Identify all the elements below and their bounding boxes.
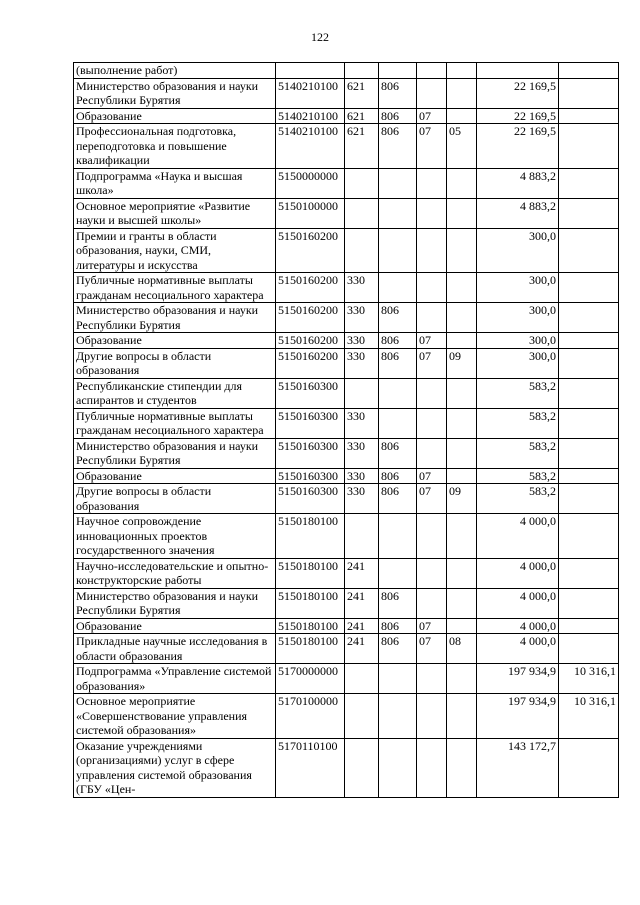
amount-cell: 4 000,0 [477,514,559,559]
subsection-cell [447,63,477,79]
expense-type-cell: 621 [345,78,379,108]
amount-extra-cell [559,228,619,273]
amount-cell: 4 000,0 [477,634,559,664]
table-row [74,303,619,333]
expense-type-cell [345,694,379,739]
table-row [74,694,619,739]
table-row [74,408,619,438]
section-cell: 07 [417,484,447,514]
ministry-code-cell [379,664,417,694]
expense-type-cell: 330 [345,303,379,333]
target-article-cell: 5150180100 [276,514,345,559]
amount-extra-cell [559,618,619,634]
section-cell [417,273,447,303]
item-name-cell: Министерство образования и науки Республики Бурятия [74,78,276,108]
section-cell [417,228,447,273]
ministry-code-cell [379,273,417,303]
ministry-code-cell [379,694,417,739]
table-row [74,168,619,198]
amount-extra-cell [559,468,619,484]
amount-cell: 4 883,2 [477,168,559,198]
section-cell [417,438,447,468]
amount-extra-cell [559,514,619,559]
amount-cell: 583,2 [477,438,559,468]
target-article-cell: 5150160300 [276,468,345,484]
target-article-cell: 5150180100 [276,618,345,634]
amount-extra-cell [559,438,619,468]
subsection-cell [447,618,477,634]
target-article-cell: 5150160200 [276,303,345,333]
amount-extra-cell [559,558,619,588]
table-row [74,514,619,559]
expense-type-cell [345,198,379,228]
section-cell [417,198,447,228]
item-name-cell: Прикладные научные исследования в области образования [74,634,276,664]
subsection-cell: 08 [447,634,477,664]
amount-extra-cell [559,63,619,79]
table-row [74,108,619,124]
expense-type-cell [345,228,379,273]
amount-cell: 4 000,0 [477,618,559,634]
amount-cell: 300,0 [477,303,559,333]
amount-cell: 300,0 [477,228,559,273]
amount-extra-cell [559,484,619,514]
section-cell: 07 [417,468,447,484]
target-article-cell: 5150160200 [276,333,345,349]
item-name-cell: Подпрограмма «Управление системой образования» [74,664,276,694]
target-article-cell: 5140210100 [276,78,345,108]
amount-extra-cell: 10 316,1 [559,664,619,694]
amount-extra-cell [559,348,619,378]
ministry-code-cell: 806 [379,618,417,634]
amount-cell: 197 934,9 [477,664,559,694]
amount-extra-cell [559,378,619,408]
amount-extra-cell [559,168,619,198]
amount-cell: 300,0 [477,273,559,303]
amount-cell: 22 169,5 [477,108,559,124]
ministry-code-cell: 806 [379,78,417,108]
target-article-cell: 5150160300 [276,438,345,468]
target-article-cell: 5150160200 [276,273,345,303]
expense-type-cell: 621 [345,108,379,124]
table-row [74,484,619,514]
ministry-code-cell: 806 [379,468,417,484]
ministry-code-cell [379,63,417,79]
amount-cell: 583,2 [477,408,559,438]
amount-extra-cell [559,108,619,124]
amount-cell: 300,0 [477,333,559,349]
table-row [74,333,619,349]
table-row [74,378,619,408]
subsection-cell [447,738,477,797]
expense-type-cell: 621 [345,124,379,169]
amount-cell: 4 000,0 [477,588,559,618]
target-article-cell: 5150160200 [276,348,345,378]
section-cell: 07 [417,634,447,664]
expense-type-cell: 330 [345,273,379,303]
expense-type-cell: 330 [345,348,379,378]
subsection-cell [447,468,477,484]
item-name-cell: Министерство образования и науки Республики Бурятия [74,303,276,333]
ministry-code-cell: 806 [379,303,417,333]
expense-type-cell: 330 [345,333,379,349]
amount-extra-cell [559,738,619,797]
section-cell: 07 [417,348,447,378]
section-cell: 07 [417,618,447,634]
ministry-code-cell [379,378,417,408]
target-article-cell: 5140210100 [276,108,345,124]
table-row [74,468,619,484]
subsection-cell: 05 [447,124,477,169]
item-name-cell: (выполнение работ) [74,63,276,79]
subsection-cell: 09 [447,348,477,378]
section-cell [417,63,447,79]
table-row [74,664,619,694]
subsection-cell [447,168,477,198]
amount-cell [477,63,559,79]
target-article-cell: 5170100000 [276,694,345,739]
subsection-cell [447,664,477,694]
item-name-cell: Другие вопросы в области образования [74,348,276,378]
target-article-cell: 5150180100 [276,558,345,588]
item-name-cell: Основное мероприятие «Совершенствование управления системой образования» [74,694,276,739]
table-row [74,438,619,468]
table-row [74,273,619,303]
ministry-code-cell: 806 [379,634,417,664]
ministry-code-cell [379,408,417,438]
subsection-cell [447,694,477,739]
section-cell: 07 [417,124,447,169]
expense-type-cell: 330 [345,438,379,468]
amount-cell: 583,2 [477,468,559,484]
section-cell [417,664,447,694]
item-name-cell: Профессиональная подготовка, переподготовка и повышение квалификации [74,124,276,169]
expense-type-cell: 241 [345,634,379,664]
amount-extra-cell [559,124,619,169]
table-row [74,588,619,618]
expense-type-cell [345,168,379,198]
amount-cell: 4 883,2 [477,198,559,228]
subsection-cell [447,408,477,438]
amount-extra-cell [559,588,619,618]
amount-extra-cell [559,408,619,438]
section-cell [417,408,447,438]
expense-type-cell: 241 [345,558,379,588]
subsection-cell [447,108,477,124]
subsection-cell [447,514,477,559]
target-article-cell: 5150160300 [276,408,345,438]
ministry-code-cell [379,738,417,797]
table-row [74,738,619,797]
expense-type-cell [345,738,379,797]
amount-cell: 22 169,5 [477,124,559,169]
target-article-cell: 5150000000 [276,168,345,198]
section-cell [417,168,447,198]
ministry-code-cell: 806 [379,348,417,378]
ministry-code-cell: 806 [379,108,417,124]
amount-extra-cell [559,333,619,349]
section-cell [417,738,447,797]
item-name-cell: Основное мероприятие «Развитие науки и высшей школы» [74,198,276,228]
item-name-cell: Образование [74,333,276,349]
amount-extra-cell [559,78,619,108]
section-cell [417,514,447,559]
item-name-cell: Министерство образования и науки Республики Бурятия [74,588,276,618]
expense-type-cell [345,514,379,559]
target-article-cell: 5170000000 [276,664,345,694]
amount-cell: 583,2 [477,484,559,514]
table-row [74,618,619,634]
ministry-code-cell [379,514,417,559]
table-row [74,124,619,169]
section-cell [417,378,447,408]
item-name-cell: Другие вопросы в области образования [74,484,276,514]
subsection-cell [447,558,477,588]
subsection-cell [447,438,477,468]
item-name-cell: Научно-исследовательские и опытно-конструкторские работы [74,558,276,588]
amount-extra-cell [559,198,619,228]
target-article-cell: 5140210100 [276,124,345,169]
ministry-code-cell: 806 [379,438,417,468]
table-row [74,228,619,273]
subsection-cell [447,78,477,108]
expense-type-cell: 330 [345,468,379,484]
subsection-cell [447,333,477,349]
subsection-cell [447,198,477,228]
item-name-cell: Оказание учреждениями (организациями) услуг в сфере управления системой образования (ГБУ «Цен- [74,738,276,797]
section-cell: 07 [417,333,447,349]
item-name-cell: Научное сопровождение инновационных проектов государственного значения [74,514,276,559]
amount-cell: 22 169,5 [477,78,559,108]
amount-cell: 583,2 [477,378,559,408]
subsection-cell [447,588,477,618]
table-row [74,198,619,228]
expense-type-cell: 241 [345,618,379,634]
table-row [74,558,619,588]
subsection-cell [447,228,477,273]
subsection-cell [447,378,477,408]
subsection-cell [447,273,477,303]
target-article-cell [276,63,345,79]
amount-cell: 197 934,9 [477,694,559,739]
budget-table [73,62,619,798]
expense-type-cell: 330 [345,408,379,438]
item-name-cell: Образование [74,468,276,484]
ministry-code-cell: 806 [379,484,417,514]
expense-type-cell [345,664,379,694]
item-name-cell: Подпрограмма «Наука и высшая школа» [74,168,276,198]
target-article-cell: 5150160200 [276,228,345,273]
table-body [74,63,619,798]
amount-extra-cell [559,303,619,333]
expense-type-cell: 330 [345,484,379,514]
target-article-cell: 5150160300 [276,484,345,514]
section-cell [417,558,447,588]
target-article-cell: 5150180100 [276,588,345,618]
expense-type-cell [345,63,379,79]
section-cell [417,78,447,108]
ministry-code-cell [379,198,417,228]
amount-extra-cell [559,273,619,303]
amount-extra-cell [559,634,619,664]
amount-cell: 300,0 [477,348,559,378]
item-name-cell: Публичные нормативные выплаты гражданам несоциального характера [74,408,276,438]
table-row [74,78,619,108]
item-name-cell: Образование [74,618,276,634]
table-row [74,634,619,664]
ministry-code-cell [379,228,417,273]
ministry-code-cell [379,168,417,198]
section-cell [417,303,447,333]
target-article-cell: 5150180100 [276,634,345,664]
section-cell [417,694,447,739]
target-article-cell: 5170110100 [276,738,345,797]
item-name-cell: Публичные нормативные выплаты гражданам несоциального характера [74,273,276,303]
page-number: 122 [311,30,329,44]
section-cell [417,588,447,618]
expense-type-cell: 241 [345,588,379,618]
item-name-cell: Министерство образования и науки Республики Бурятия [74,438,276,468]
ministry-code-cell: 806 [379,124,417,169]
amount-cell: 143 172,7 [477,738,559,797]
amount-cell: 4 000,0 [477,558,559,588]
item-name-cell: Республиканские стипендии для аспирантов и студентов [74,378,276,408]
table-row [74,348,619,378]
subsection-cell [447,303,477,333]
target-article-cell: 5150100000 [276,198,345,228]
ministry-code-cell: 806 [379,588,417,618]
ministry-code-cell: 806 [379,333,417,349]
ministry-code-cell [379,558,417,588]
amount-extra-cell: 10 316,1 [559,694,619,739]
item-name-cell: Образование [74,108,276,124]
target-article-cell: 5150160300 [276,378,345,408]
section-cell: 07 [417,108,447,124]
table-row [74,63,619,79]
item-name-cell: Премии и гранты в области образования, науки, СМИ, литературы и искусства [74,228,276,273]
subsection-cell: 09 [447,484,477,514]
expense-type-cell [345,378,379,408]
